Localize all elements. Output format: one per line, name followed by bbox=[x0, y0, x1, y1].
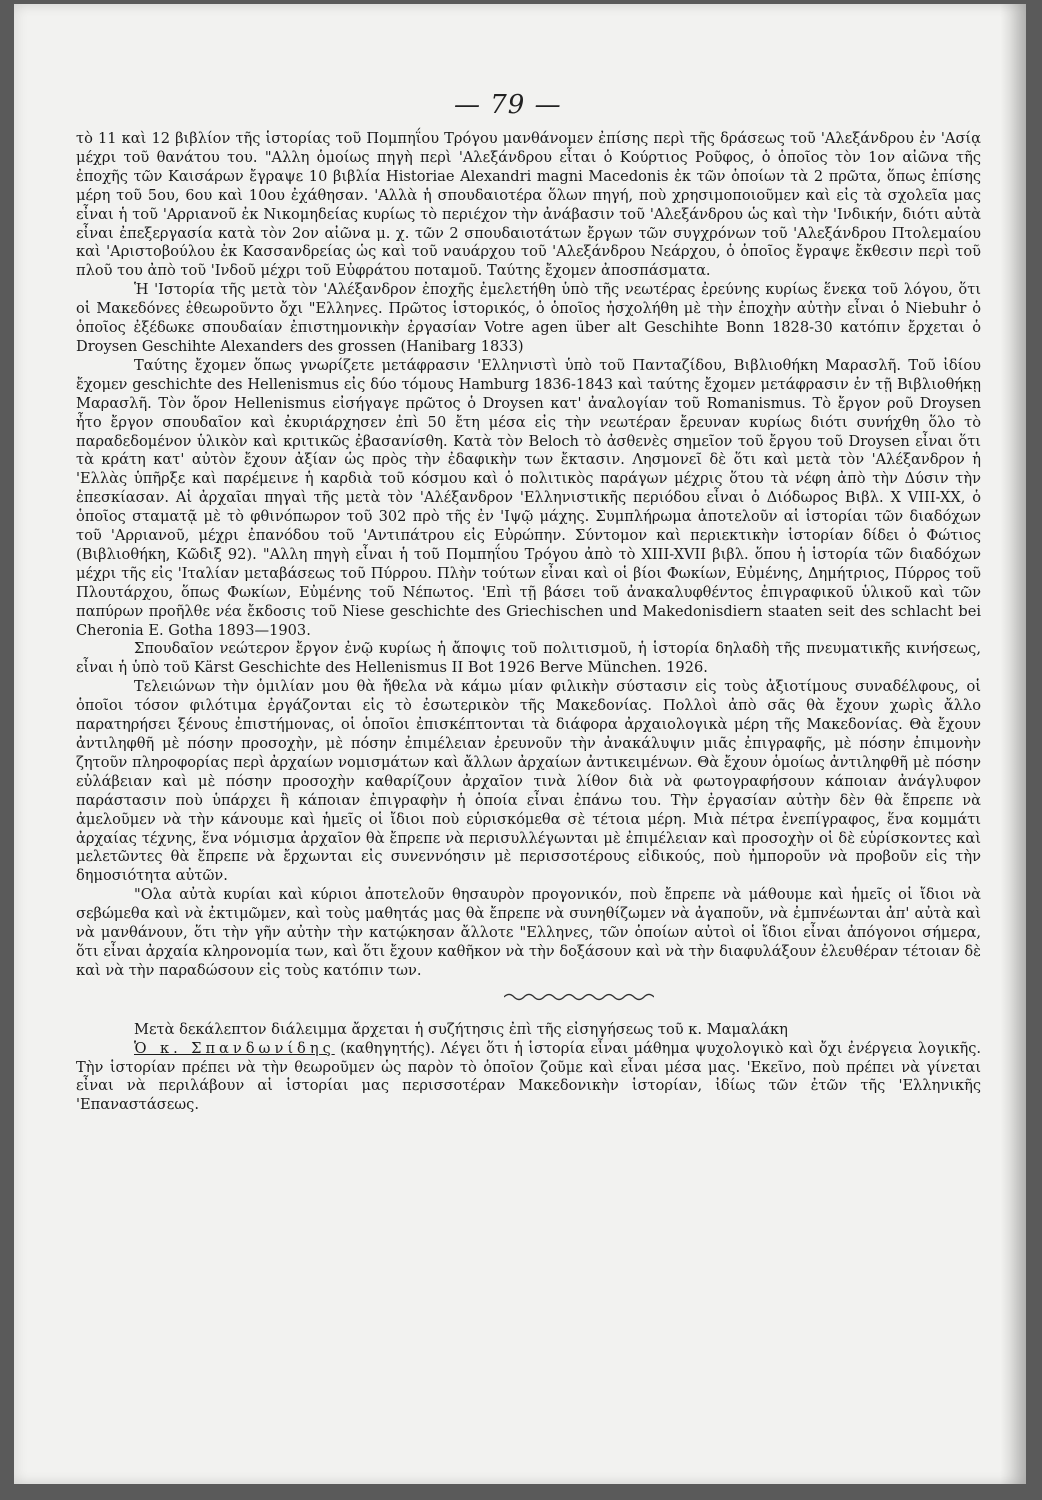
wavy-divider bbox=[504, 991, 654, 1003]
page-edge-shadow bbox=[1000, 4, 1026, 1484]
paragraph-karst: Σπουδαῖον νεώτερον ἔργον ἐνῷ κυρίως ἡ ἄποψις τοῦ πολιτισμοῦ, ἡ ἱστορία δηλαδὴ τῆς πνευματικῆς κινήσεως, εἶναι ἡ ὑπὸ τοῦ Kärst Geschichte des Hellenismus II Bot 1926 Berve München. 1926. bbox=[76, 640, 981, 677]
speaker-text: Λέγει ὅτι ἡ ἱστορία εἶναι μάθημα ψυχολογικὸ καὶ ὄχι ἐνέργεια λογικῆς. Τὴν ἱστορίαν πρέπει νὰ τὴν θεωροῦμεν ὡς παρὸν τὸ ὁποῖον ζοῦμε καὶ εἶναι μέσα μας. 'Εκεῖνο, ποὺ πρέπει νὰ γίνεται εἶναι νὰ περιλάβουν αἱ ἱστορίαι μας περισσοτέραν Μακεδονικὴν ἱστορίαν, ἰδίως τῶν ἐτῶν τῆς 'Ελληνικῆς 'Επαναστάσεως. bbox=[76, 1039, 982, 1114]
paragraph-heritage: "Ολα αὐτὰ κυρίαι καὶ κύριοι ἀποτελοῦν θησαυρὸν προγονικόν, ποὺ ἔπρεπε νὰ μάθουμε καὶ ἡμεῖς οἱ ἴδιοι νὰ σεβώμεθα καὶ νὰ ἐκτιμῶμεν, καὶ τοὺς μαθητάς μας θὰ ἔπρεπε νὰ συνηθίζωμεν νὰ ἀγαποῦν, νὰ ἐμπνέωνται ἀπ' αὐτὰ καὶ νὰ μανθάνουν, ὅτι τὴν γῆν αὐτὴν τὴν κατῴκησαν ἄλλοτε "Ελληνες, τῶν ὁποίων αὐτοὶ οἱ ἴδιοι εἶναι ἀπόγονοι σήμερα, ὅτι εἶναι ἀρχαία κληρονομία των, καὶ ὅτι ἔχουν καθῆκον νὰ τὴν δοξάσουν καὶ νὰ τὴν διαφυλάξουν ἐλευθέραν τέτοιαν δὲ καὶ νὰ τὴν παραδώσουν εἰς τοὺς κατόπιν των. bbox=[76, 886, 981, 979]
speaker-name: Ὁ κ. Σπανδωνίδης bbox=[134, 1039, 335, 1057]
speaker-remark bbox=[76, 1040, 981, 1116]
paragraph-historiography: Ἡ 'Ιστορία τῆς μετὰ τὸν 'Αλέξανδρον ἐποχῆς ἐμελετήθη ὑπὸ τῆς νεωτέρας ἐρεύνης κυρίως ἕνεκα τοῦ λόγου, ὅτι οἱ Μακεδόνες ἐθεωροῦντο ὄχι "Ελληνες. Πρῶτος ἱστορικός, ὁ ὁποῖος ἠσχολήθη μὲ τὴν ἐποχὴν αὐτὴν εἶναι ὁ Niebuhr ὁ ὁποῖος ἐξέδωκε σπουδαίαν ἐπιστημονικὴν ἐργασίαν Votre agen über alt Geschihte Bonn 1828-30 κατόπιν ἔρχεται ὁ Droysen Geschihte Alexanders des grossen (Hanibarg 1833) bbox=[76, 281, 981, 355]
page-number: — 79 — bbox=[454, 90, 562, 120]
document-page bbox=[14, 4, 1026, 1484]
paragraph-droysen-sources: Ταύτης ἔχομεν ὅπως γνωρίζετε μετάφρασιν 'Ελληνιστὶ ὑπὸ τοῦ Πανταζίδου, Βιβλιοθήκη Μαρασλῆ. Τοῦ ἰδίου ἔχομεν geschichte des Hellenismus εἰς δύο τόμους Hamburg 1836-1843 καὶ ταύτης ἔχομεν μετάφρασιν ἐν τῇ Βιβλιοθήκῃ Μαρασλῆ. Τὸν ὅρον Hellenismus εἰσήγαγε πρῶτος ὁ Droysen κατ' ἀναλογίαν τοῦ Romanismus. Τὸ ἔργον ροῦ Droysen ἦτο ἔργον σπουδαῖον καὶ ἐκυριάρχησεν ἐπὶ 50 ἔτη μέσα εἰς τὴν νεωτέραν ἔρευναν κυρίως διότι συνήχθη ὅλο τὸ παραδεδομένον ὑλικὸν καὶ κριτικῶς ἐβασανίσθη. Κατὰ τὸν Beloch τὸ ἀσθενὲς σημεῖον τοῦ ἔργου τοῦ Droysen εἶναι ὅτι τὰ κράτη κατ' αὐτὸν ἔχουν ἀξίαν ὡς πρὸς τὴν ἐδαφικὴν των ἔκτασιν. Λησμονεῖ δὲ ὅτι καὶ μετὰ τὸν 'Αλέξανδρον ἡ 'Ελλὰς ὑπῆρξε καὶ παρέμεινε ἡ καρδιὰ τοῦ κόσμου καὶ ὁ πολιτικὸς παράγων μέχρις ὅτου τὰ νέφη ἀπὸ τὴν Δύσιν τὴν ἐπεσκίασαν. Αἱ ἀρχαῖαι πηγαὶ τῆς μετὰ τὸν 'Αλέξανδρον 'Ελληνιστικῆς περιόδου εἶναι ὁ Διόδωρος Βιβλ. X VIII-XX, ὁ ὁποῖος σταματᾷ μὲ τὸ φθινόπωρον τοῦ 302 πρὸ τῆς ἐν 'Ιψῷ μάχης. Συμπλήρωμα ἀποτελοῦν αἱ ἱστορίαι τῶν διαδόχων τοῦ 'Αρριανοῦ, μέχρι ἐπανόδου τοῦ 'Αντιπάτρου εἰς Εὐρώπην. Σύντομον καὶ περιεκτικὴν ἱστορίαν δίδει ὁ Φώτιος (Βιβλιοθήκη, Κῶδιξ 92). "Αλλη πηγὴ εἶναι ἡ τοῦ Πομπηΐου Τρόγου ἀπὸ τὸ XIII-XVII βιβλ. ὅπου ἡ ἱστορία τῶν διαδόχων μέχρι τῆς εἰς 'Ιταλίαν μεταβάσεως τοῦ Πύρρου. Πλὴν τούτων εἶναι καὶ οἱ βίοι Φωκίων, Εὐμένης, Δημήτριος, Πύρρος τοῦ Πλουτάρχου, ὅπως Φωκίων, Εὐμένης τοῦ Νέπωτος. 'Επὶ τῇ βάσει τοῦ ἀνακαλυφθέντος ἐπιγραφικοῦ ὑλικοῦ καὶ τῶν παπύρων προῆλθε νέα ἔκδοσις τοῦ Niese geschichte des Griechischen und Makedonisdiern staaten seit des schlacht bei Cheronia E. Gotha 1893—1903. bbox=[76, 356, 981, 639]
paragraph-recommendation: Τελειώνων τὴν ὁμιλίαν μου θὰ ἤθελα νὰ κάμω μίαν φιλικὴν σύστασιν εἰς τοὺς ἀξιοτίμους συναδέλφους, οἱ ὁποῖοι τόσον φιλότιμα ἐργάζονται εἰς τὸ ἐσωτερικὸν τῆς Μακεδονίας. Πολλοὶ ἀπὸ σᾶς θὰ ἔχουν χωρὶς ἄλλο παρατηρήσει ξένους ἐπιστήμονας, οἱ ὁποῖοι ἐπισκέπτονται τὰ διάφορα ἀρχαιολογικὰ μέρη τῆς Μακεδονίας. Θὰ ἔχουν ἀντιληφθῆ μὲ πόσην προσοχὴν, μὲ πόσην ἐπιμέλειαν ἐρευνοῦν τὴν ἀνακάλυψιν μιᾶς ἐπιγραφῆς, μὲ πόσην ἐπιμονὴν ζητοῦν πληροφορίας περὶ ἀρχαίων νομισμάτων καὶ ἄλλων ἀρχαίων ἀντικειμένων. Θὰ ἔχουν ὁμοίως ἀντιληφθῆ μὲ πόσην εὐλάβειαν καὶ μὲ πόσην προσοχὴν καθαρίζουν ἀρχαῖον τινὰ λίθον διὰ νὰ φωτογραφήσουν κάποιαν ἀνάγλυφον παράστασιν ποὺ ὑπάρχει ἢ κάποιαν ἐπιγραφὴν ἡ ὁποία εἶναι ἐπάνω του. Τὴν ἐργασίαν αὐτὴν δὲν θὰ ἔπρεπε νὰ ἀμελοῦμεν νὰ τὴν κάνουμε καὶ ἡμεῖς οἱ ἴδιοι ποὺ εὑρισκόμεθα σὲ τέτοια μέρη. Μιὰ πέτρα ἐνεπίγραφος, ἕνα κομμάτι ἀρχαίας τέχνης, ἕνα νόμισμα ἀρχαῖον θὰ ἔπρεπε νὰ περισυλλέγωνται μὲ ἐπιμέλειαν καὶ προσοχὴν οἱ δὲ εὑρίσκοντες καὶ μελετῶντες θὰ ἔπρεπε νὰ ἔρχωνται εἰς συνεννόησιν μὲ περισσοτέρους εἰδικούς, ποὺ ἠμποροῦν νὰ προβοῦν εἰς τὴν δημοσιότητα αὐτῶν. bbox=[76, 678, 981, 885]
body-text bbox=[76, 130, 981, 1115]
paragraph-trogus-curtius-arrian: τὸ 11 καὶ 12 βιβλίον τῆς ἱστορίας τοῦ Πομπηΐου Τρόγου μανθάνομεν ἐπίσης περὶ τῆς δράσεως τοῦ 'Αλεξάνδρου ἐν 'Ασίᾳ μέχρι τοῦ θανάτου του. "Αλλη ὁμοίως πηγὴ περὶ 'Αλεξάνδρου εἶται ὁ Κούρτιος Ροῦφος, ὁ ὁποῖος τὸν 1ον αἰῶνα τῆς ἐποχῆς τῶν Καισάρων ἔγραψε 10 βιβλία Historiae Alexandri magni Macedonis ἐκ τῶν ὁποίων τὰ 2 πρῶτα, ὅπως ἐπίσης μέρη τοῦ 5ου, 6ου καὶ 10ου ἐχάθησαν. 'Αλλὰ ἡ σπουδαιοτέρα ὅλων πηγή, ποὺ χρησιμοποιοῦμεν καὶ εἰς τὰ σχολεῖα μας εἶναι ἡ τοῦ 'Αρριανοῦ ἐκ Νικομηδείας κυρίως τὸ περιέχον τὴν ἀνάβασιν τοῦ 'Αλεξάνδρου ὡς καὶ τὴν 'Ινδικήν, διότι αὐτὰ εἶναι ἐπεξεργασία κατὰ τὸν 2ον αἰῶνα μ. χ. τῶν 2 σπουδαιοτάτων ἔργων τῶν συγχρόνων τοῦ 'Αλεξάνδρου Πτολεμαίου καὶ 'Αριστοβούλου ἐκ Κασσανδρείας ὡς καὶ τοῦ ναυάρχου τοῦ 'Αλεξάνδρου Νεάρχου, ὁ ὁποῖος ἔγραψε ἔκθεσιν περὶ τοῦ πλοῦ του ἀπὸ τοῦ 'Ινδοῦ μέχρι τοῦ Εὐφράτου ποταμοῦ. Ταύτης ἔχομεν ἀποσπάσματα. bbox=[76, 130, 981, 280]
paragraph-discussion-start: Μετὰ δεκάλεπτον διάλειμμα ἄρχεται ἡ συζήτησις ἐπὶ τῆς εἰσηγήσεως τοῦ κ. Μαμαλάκη bbox=[134, 1020, 788, 1038]
speaker-role: (καθηγητής). bbox=[340, 1039, 436, 1057]
